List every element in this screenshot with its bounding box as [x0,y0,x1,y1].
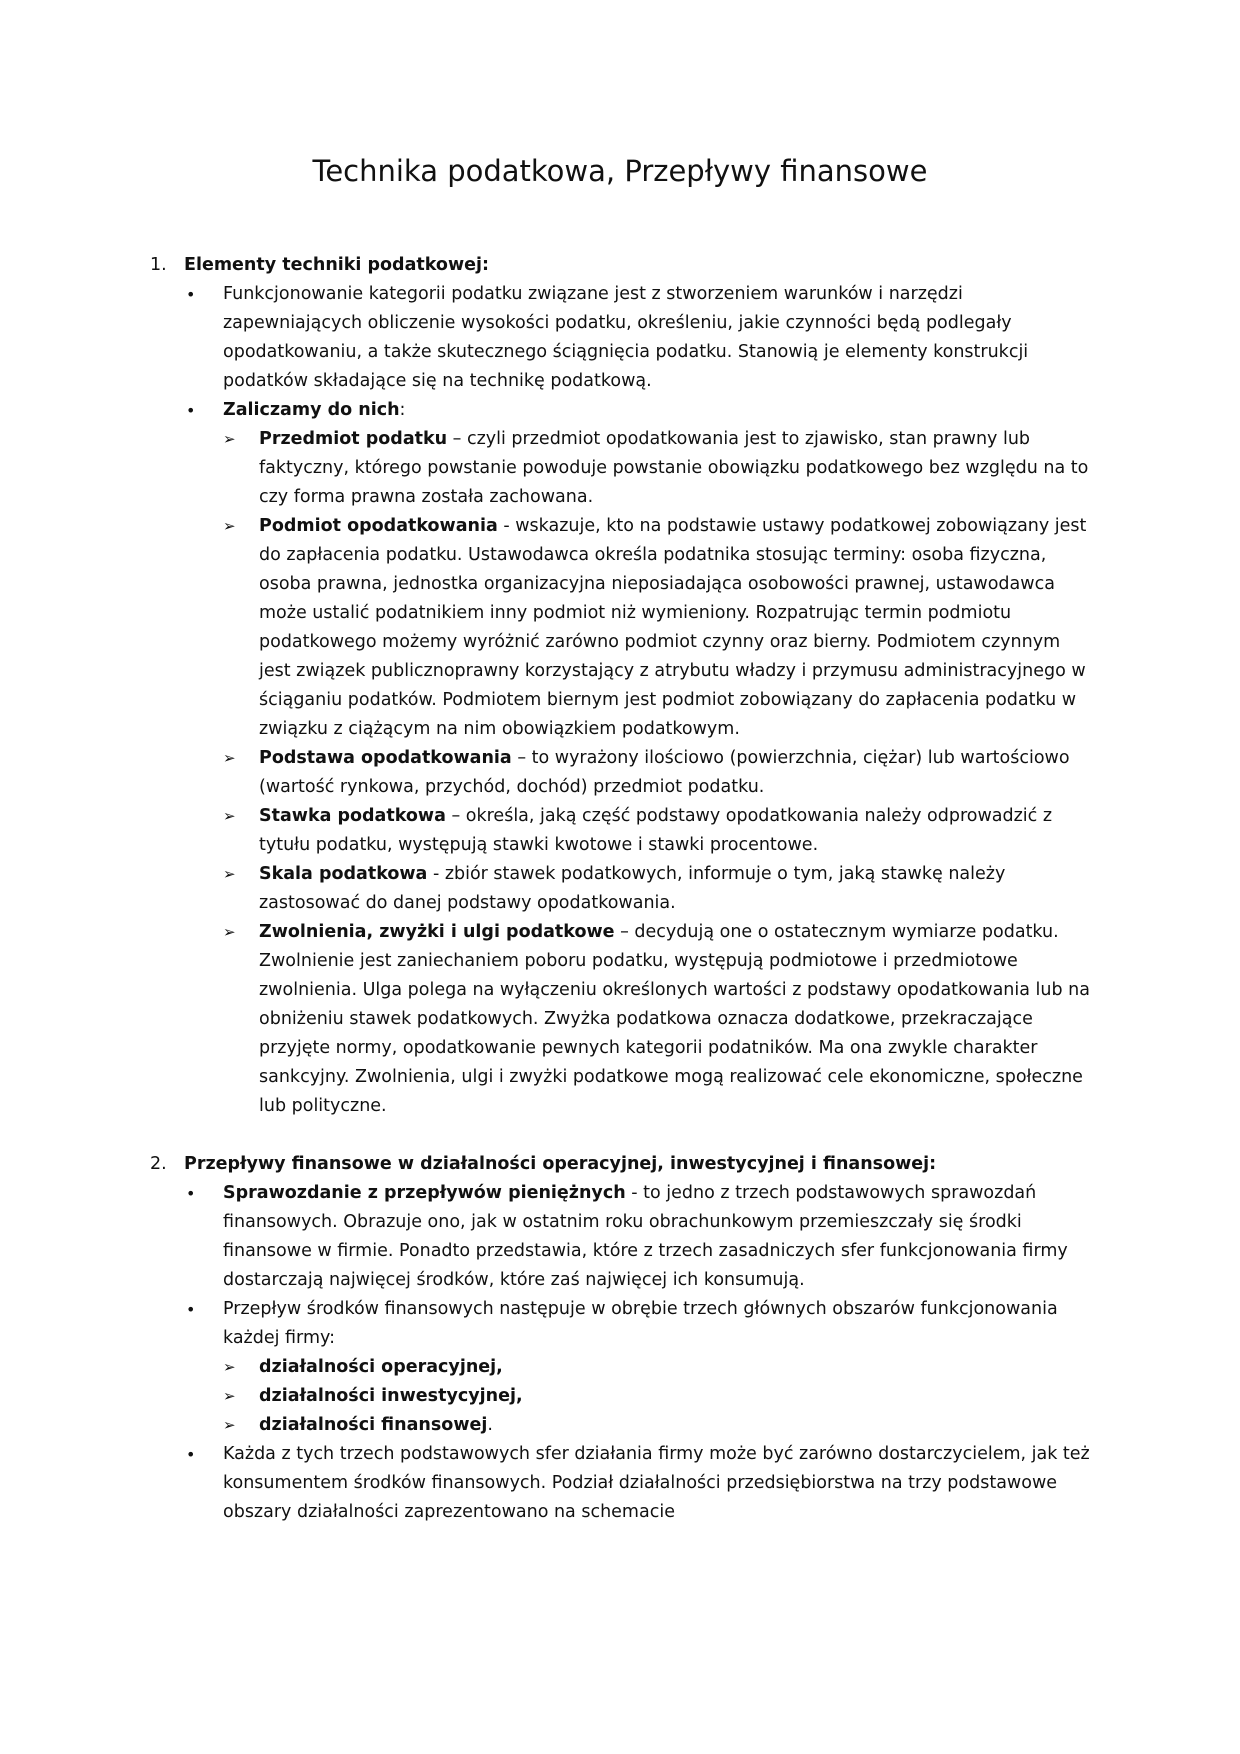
list-item [186,1179,1095,1295]
list-item [223,1353,1095,1382]
document-body [150,251,1095,1527]
bullet-text: Każda z tych trzech podstawowych sfer działania firmy może być zarówno dostarczycielem, jak też konsumentem środków finansowych. Podział działalności przedsiębiorstwa na trzy podstawowe obszary działalności zaprezentowano na schemacie [223,1444,1090,1522]
item-text: - wskazuje, kto na podstawie ustawy podatkowej zobowiązany jest do zapłacenia podatku. Ustawodawca określa podatnika stosując terminy: osoba fizyczna, osoba prawna, jednostka organizacyjna nieposiadająca osobowości prawnej, ustawodawca może ustalić podatnikiem inny podmiot niż wymieniony. Rozpatrując termin podmiotu podatkowego możemy wyróżnić zarówno podmiot czynny oraz bierny. Podmiotem czynnym jest związek publicznoprawny korzystający z atrybutu władzy i przymusu administracyjnego w ściąganiu podatków. Podmiotem biernym jest podmiot zobowiązany do zapłacenia podatku w związku z ciążącym na nim obowiązkiem podatkowym. [259,516,1087,739]
list-item [223,802,1095,860]
activity-area: działalności operacyjnej, [259,1357,503,1377]
arrow-bullet-icon: ➢ [223,1387,236,1405]
arrow-bullet-icon: ➢ [223,430,236,448]
list-item [223,918,1095,1121]
arrow-bullet-icon: ➢ [223,1416,236,1434]
item-term: Stawka podatkowa [259,806,446,826]
list-item [186,396,1095,1121]
list-item [186,280,1095,396]
bullet-icon: • [186,285,196,304]
list-item [186,1295,1095,1440]
bullet-icon: • [186,401,196,420]
arrow-bullet-icon: ➢ [223,807,236,825]
list-item [223,1382,1095,1411]
activity-area: działalności inwestycyjnej, [259,1386,523,1406]
item-term: Sprawozdanie z przepływów pieniężnych [223,1183,626,1203]
item-text: – czyli przedmiot opodatkowania jest to zjawisko, stan prawny lub faktyczny, którego powstanie powoduje powstanie obowiązku podatkowego bez względu na to czy forma prawna została zachowana. [259,429,1089,507]
list-item [223,512,1095,744]
list-item [223,744,1095,802]
activity-area-suffix: . [487,1415,493,1435]
item-text: - to jedno z trzech podstawowych sprawozdań finansowych. Obrazuje ono, jak w ostatnim roku obrachunkowym przemieszczały się środki finansowe w firmie. Ponadto przedstawia, które z trzech zasadniczych sfer funkcjonowania firmy dostarczają najwięcej środków, które zaś najwięcej ich konsumują. [223,1183,1068,1290]
list-item [223,1411,1095,1440]
list-item [223,425,1095,512]
arrow-bullet-icon: ➢ [223,923,236,941]
section-1-heading: Elementy techniki podatkowej: [184,255,489,275]
section-2-bullets [150,1179,1095,1527]
arrow-bullet-icon: ➢ [223,865,236,883]
section-1 [150,251,1095,1121]
bullet-icon: • [186,1445,196,1464]
activity-areas-list [223,1353,1095,1440]
item-term: Zwolnienia, zwyżki i ulgi podatkowe [259,922,615,942]
activity-area: działalności finansowej [259,1415,488,1435]
tax-elements-list [223,425,1095,1121]
bullet-text: Funkcjonowanie kategorii podatku związane jest z stworzeniem warunków i narzędzi zapewniających obliczenie wysokości podatku, określeniu, jakie czynności będą podlegały opodatkowaniu, a także skutecznego ściągnięcia podatku. Stanowią je elementy konstrukcji podatków składające się na technikę podatkową. [223,284,1029,391]
arrow-bullet-icon: ➢ [223,1358,236,1376]
item-text: – decydują one o ostatecznym wymiarze podatku. Zwolnienie jest zaniechaniem poboru podatku, występują podmiotowe i przedmiotowe zwolnienia. Ulga polega na wyłączeniu określonych wartości z podstawy opodatkowania lub na obniżeniu stawek podatkowych. Zwyżka podatkowa oznacza dodatkowe, przekraczające przyjęte normy, opodatkowanie pewnych kategorii podatników. Ma ona zwykle charakter sankcyjny. Zwolnienia, ulgi i zwyżki podatkowe mogą realizować cele ekonomiczne, społeczne lub polityczne. [259,922,1090,1116]
section-2-heading: Przepływy finansowe w działalności operacyjnej, inwestycyjnej i finansowej: [184,1154,937,1174]
item-term: Podmiot opodatkowania [259,516,498,536]
section-2 [150,1150,1095,1527]
bullet-text: Przepływ środków finansowych następuje w obrębie trzech głównych obszarów funkcjonowania każdej firmy: [223,1299,1058,1348]
list-item [186,1440,1095,1527]
section-2-number: 2. [150,1154,167,1174]
section-1-number: 1. [150,255,167,275]
item-term: Skala podatkowa [259,864,428,884]
item-term: Podstawa opodatkowania [259,748,512,768]
item-text: – to wyrażony ilościowo (powierzchnia, ciężar) lub wartościowo (wartość rynkowa, przychód, dochód) przedmiot podatku. [259,748,1070,797]
bullet-icon: • [186,1300,196,1319]
item-text: – określa, jaką część podstawy opodatkowania należy odprowadzić z tytułu podatku, występują stawki kwotowe i stawki procentowe. [259,806,1053,855]
bullet-label: Zaliczamy do nich [223,400,400,420]
bullet-label-suffix: : [399,400,406,420]
section-1-header [150,251,1095,280]
section-1-bullets [150,280,1095,1121]
item-text: - zbiór stawek podatkowych, informuje o tym, jaką stawkę należy zastosować do danej podstawy opodatkowania. [259,864,1006,913]
bullet-icon: • [186,1184,196,1203]
list-item [223,860,1095,918]
section-2-header [150,1150,1095,1179]
document-title: Technika podatkowa, Przepływy finansowe [312,154,928,188]
item-term: Przedmiot podatku [259,429,448,449]
arrow-bullet-icon: ➢ [223,749,236,767]
arrow-bullet-icon: ➢ [223,517,236,535]
